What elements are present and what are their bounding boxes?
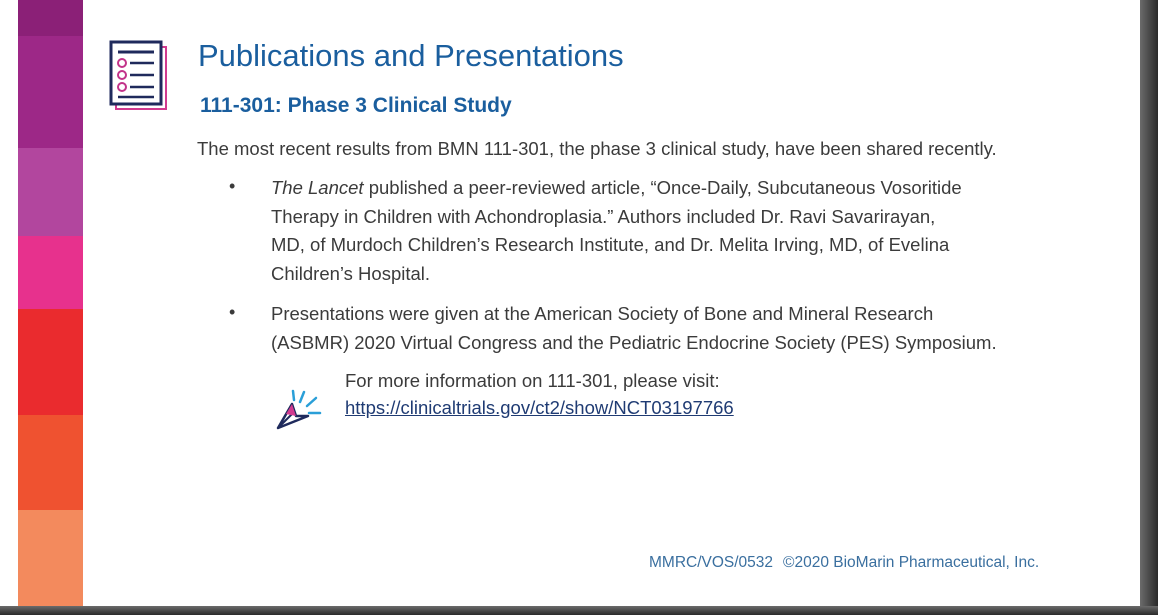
more-info-text: For more information on 111-301, please visit: <box>345 370 720 391</box>
viewer-shadow-bottom <box>0 606 1158 615</box>
bullet-line: Therapy in Children with Achondroplasia.” Authors included Dr. Ravi Savarirayan, <box>271 205 936 227</box>
color-strip-band <box>18 148 83 236</box>
page-title: Publications and Presentations <box>198 38 624 73</box>
bullet-line: Children’s Hospital. <box>271 262 431 284</box>
bullet-line: (ASBMR) 2020 Virtual Congress and the Pediatric Endocrine Society (PES) Symposium. <box>271 331 997 353</box>
bullet-line: Presentations were given at the American Society of Bone and Mineral Research <box>271 303 934 324</box>
cursor-click-icon <box>274 386 324 434</box>
footer-copyright: ©2020 BioMarin Pharmaceutical, Inc. <box>783 554 1040 571</box>
clinicaltrials-link[interactable]: https://clinicaltrials.gov/ct2/show/NCT03197766 <box>345 397 734 418</box>
color-strip <box>0 0 83 606</box>
viewer-shadow-right <box>1140 0 1158 615</box>
bullet-line-text: published a peer-reviewed article, “Once-Daily, Subcutaneous Vosoritide <box>363 177 962 198</box>
section-subtitle: 111-301: Phase 3 Clinical Study <box>200 94 512 117</box>
color-strip-band <box>18 309 83 415</box>
bullet-line: MD, of Murdoch Children’s Research Institute, and Dr. Melita Irving, MD, of Evelina <box>271 234 950 255</box>
bullet-paragraph-lancet <box>271 174 962 288</box>
bullet-marker: • <box>229 176 236 196</box>
color-strip-band <box>18 510 83 606</box>
bullet-paragraph-presentations <box>271 300 997 357</box>
footer <box>649 554 1039 572</box>
color-strip-band <box>18 36 83 148</box>
journal-name: The Lancet <box>271 177 364 198</box>
color-strip-band <box>18 236 83 309</box>
bullet-marker: • <box>229 302 236 322</box>
checklist-document-icon <box>108 40 168 112</box>
color-strip-band <box>18 0 83 36</box>
color-strip-band <box>18 415 83 510</box>
footer-code: MMRC/VOS/0532 <box>649 554 774 571</box>
bullet-line <box>271 174 962 203</box>
intro-text: The most recent results from BMN 111-301, the phase 3 clinical study, have been shared recently. <box>197 138 997 159</box>
